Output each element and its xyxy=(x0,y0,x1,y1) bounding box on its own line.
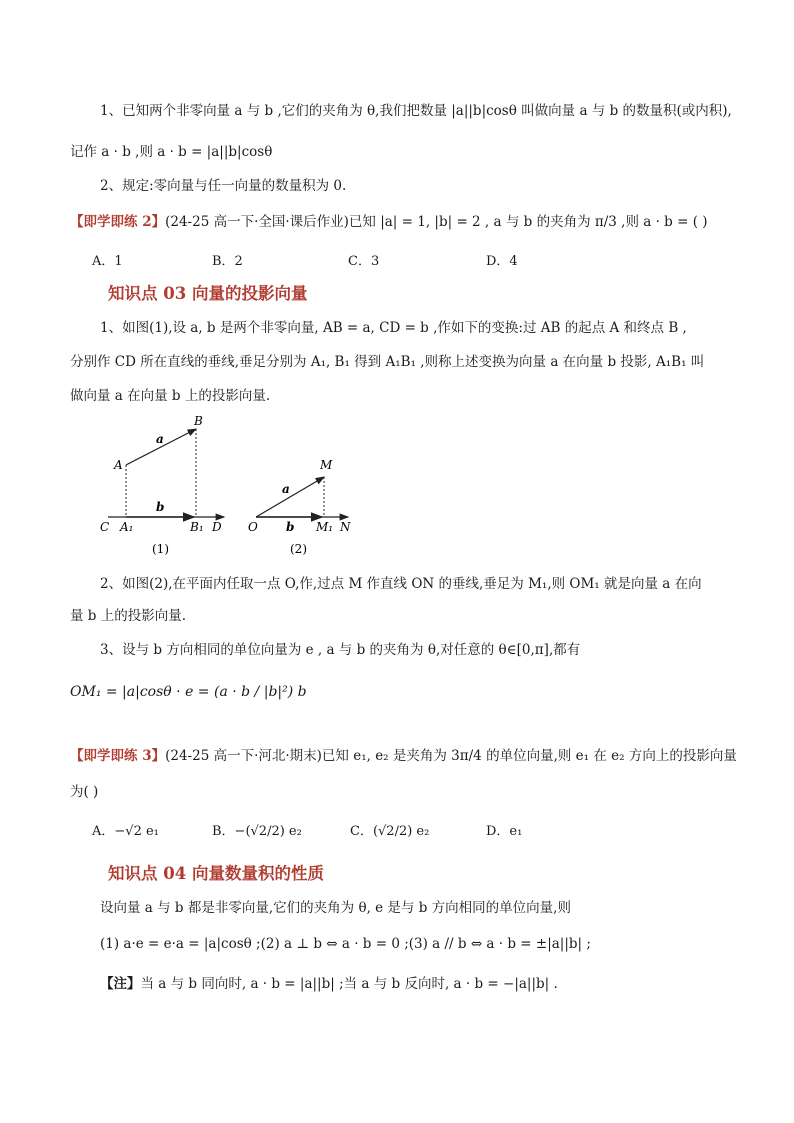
k03-paragraph-1c: 做向量 a 在向量 b 上的投影向量. xyxy=(70,388,271,404)
figure-2 xyxy=(248,458,351,556)
k04-paragraph-1: 设向量 a 与 b 都是非零向量,它们的夹角为 θ, e 是与 b 方向相同的单位向量,则 xyxy=(100,900,571,916)
label-N: N xyxy=(340,520,351,534)
k04-paragraph-2: (1) a·e = e·a = |a|cosθ ;(2) a ⊥ b ⇔ a · b = 0 ;(3) a // b ⇔ a · b = ±|a||b| ; xyxy=(100,936,591,952)
figure-1 xyxy=(100,414,224,556)
label-M: M xyxy=(320,458,333,472)
k04-note-text: 当 a 与 b 同向时, a · b = |a||b| ;当 a 与 b 反向时, a · b = −|a||b| . xyxy=(140,976,558,992)
exercise-2-option-a[interactable]: A．1 xyxy=(92,254,123,269)
label-a-fig2: a xyxy=(282,482,290,496)
k03-paragraph-3: 3、设与 b 方向相同的单位向量为 e , a 与 b 的夹角为 θ,对任意的 θ∈[0,π],都有 xyxy=(100,642,581,658)
exercise-3-text: (24-25 高一下·河北·期末)已知 e₁, e₂ 是夹角为 3π/4 的单位向量,则 e₁ 在 e₂ 方向上的投影向量 xyxy=(165,748,737,764)
label-M1: M₁ xyxy=(316,520,334,534)
exercise-3-option-d[interactable]: D．e₁ xyxy=(486,824,523,839)
k03-heading: 知识点 03 向量的投影向量 xyxy=(108,284,308,303)
exercise-2-options xyxy=(92,250,652,270)
exercise-3-option-a[interactable]: A．−√2 e₁ xyxy=(92,824,159,839)
exercise-3-option-b[interactable]: B．−(√2/2) e₂ xyxy=(212,824,302,839)
k02-paragraph-1a: 1、已知两个非零向量 a 与 b ,它们的夹角为 θ,我们把数量 |a||b|cosθ 叫做向量 a 与 b 的数量积(或内积), xyxy=(100,103,732,119)
exercise-3 xyxy=(70,746,737,766)
exercise-2-text: (24-25 高一下·全国·课后作业)已知 |a| = 1, |b| = 2 , a 与 b 的夹角为 π/3 ,则 a · b = ( ) xyxy=(165,214,708,230)
exercise-3-options xyxy=(92,820,652,840)
label-O: O xyxy=(248,520,258,534)
k03-paragraph-2a: 2、如图(2),在平面内任取一点 O,作,过点 M 作直线 ON 的垂线,垂足为 M₁,则 OM₁ 就是向量 a 在向 xyxy=(100,576,702,592)
caption-fig1: (1) xyxy=(152,542,169,556)
exercise-3-tag: 【即学即练 3】 xyxy=(70,748,166,764)
k03-paragraph-2b: 量 b 上的投影向量. xyxy=(70,608,187,624)
exercise-2-tag: 【即学即练 2】 xyxy=(70,214,166,230)
label-a-fig1: a xyxy=(156,432,164,446)
k04-note xyxy=(100,974,558,994)
exercise-3-option-c[interactable]: C．(√2/2) e₂ xyxy=(350,824,430,839)
exercise-2 xyxy=(70,212,708,232)
vector-a-fig2 xyxy=(256,477,324,517)
exercise-2-option-d[interactable]: D．4 xyxy=(486,254,518,269)
k04-heading: 知识点 04 向量数量积的性质 xyxy=(108,864,324,883)
exercise-2-option-b[interactable]: B．2 xyxy=(212,254,243,269)
label-b-fig1: b xyxy=(156,500,165,514)
exercise-2-option-c[interactable]: C．3 xyxy=(348,254,380,269)
k04-note-tag: 【注】 xyxy=(100,976,141,992)
label-B1: B₁ xyxy=(190,520,204,534)
projection-formula: OM₁ = |a|cosθ · e = (a · b / |b|²) b xyxy=(70,684,307,700)
label-b-fig2: b xyxy=(286,520,295,534)
label-A: A xyxy=(114,458,123,472)
exercise-3-text-2: 为( ) xyxy=(70,784,99,800)
k03-paragraph-1b: 分别作 CD 所在直线的垂线,垂足分别为 A₁, B₁ 得到 A₁B₁ ,则称上述变换为向量 a 在向量 b 投影, A₁B₁ 叫 xyxy=(70,354,705,370)
label-A1: A₁ xyxy=(120,520,134,534)
label-B: B xyxy=(194,414,203,428)
k02-paragraph-1b: 记作 a · b ,则 a · b = |a||b|cosθ xyxy=(70,144,273,160)
label-D: D xyxy=(212,520,222,534)
k02-paragraph-2: 2、规定:零向量与任一向量的数量积为 0. xyxy=(100,178,347,194)
label-C: C xyxy=(100,520,110,534)
projection-figure xyxy=(92,405,372,565)
k03-paragraph-1a: 1、如图(1),设 a, b 是两个非零向量, AB = a, CD = b ,作如下的变换:过 AB 的起点 A 和终点 B , xyxy=(100,320,687,336)
caption-fig2: (2) xyxy=(290,542,307,556)
